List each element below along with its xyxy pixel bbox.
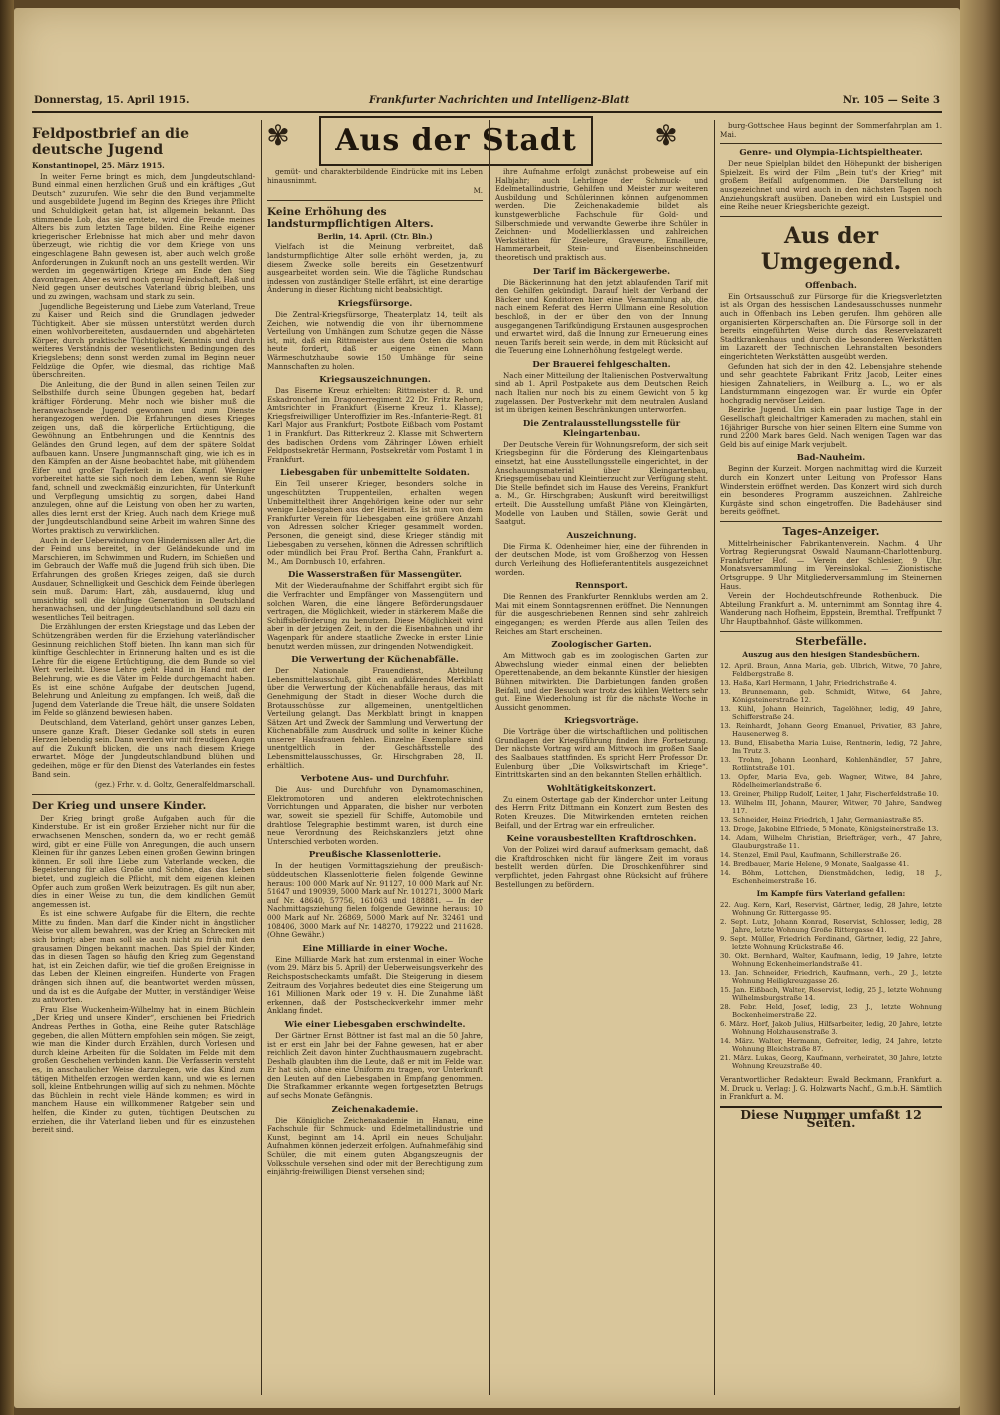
death-entry: 13. Kühl, Johann Heinrich, Tagelöhner, ledig, 49 Jahre, Schifferstraße 24. bbox=[720, 705, 942, 722]
article-paragraph: Der Deutsche Verein für Wohnungsreform, der sich seit Kriegsbeginn für die Förderung des Kleingartenbaus einsetzt, hat eine Ausstellungsstelle eingerichtet, in der Anschauungsmaterial über Kleingartenbau, Kriegsgemüsebau und Kleintierzucht zur Verfügung steht. Die Stelle befindet sich im Hause des Vereins, Frankfurt a. M., Gr. Hirschgraben; Auskunft wird bereitwilligst erteilt. Die Ausstellung umfaßt Pläne von Kleingärten, Modelle von Lauben und Ställen, sowie Gerät und Saatgut. bbox=[495, 439, 708, 527]
death-entry: 13. Haßa, Karl Hermann, 1 Jahr, Friedrichstraße 4. bbox=[720, 679, 897, 688]
article-paragraph: gemüt- und charakterbildende Eindrücke mit ins Leben hinausnimmt. bbox=[267, 168, 483, 185]
death-entry: 12. April. Braun, Anna Maria, geb. Ulbrich, Witwe, 70 Jahre, Feldbergstraße 8. bbox=[720, 662, 942, 679]
fallen-entry: 14. März. Walter, Hermann, Gefreiter, ledig, 24 Jahre, letzte Wohnung Bleichstraße 87. bbox=[720, 1037, 942, 1054]
death-entry: 13. Droge, Jakobine Elfriede, 5 Monate, Königsteinerstraße 13. bbox=[720, 825, 939, 834]
page-count-notice: Diese Nummer umfaßt 12 Seiten. bbox=[720, 1106, 942, 1128]
article-paragraph: Die Zentral-Kriegsfürsorge, Theaterplatz 14, teilt als Zeichen, wie notwendig die von ihr übernommene Verteilung von Umhängen zum Schutze gegen die Nässe ist, mit, daß ein Rittmeister aus dem Osten die schon heute fordert, daß er eigene einen Mann Wärmeschutzhaube sowie 150 Umhänge für seine Mannschaften zu holen. bbox=[267, 309, 483, 371]
article-dateline: Konstantinopel, 25. März 1915. bbox=[32, 161, 165, 170]
sterbe-subheading: Auszug aus den hiesigen Standesbüchern. bbox=[742, 650, 920, 660]
section-title: Aus der Stadt bbox=[319, 116, 593, 166]
article-headline: Die Zentralausstellungsstelle für Kleingartenbau. bbox=[522, 418, 681, 439]
article-headline: Liebesgaben für unbemittelte Soldaten. bbox=[280, 468, 470, 479]
fallen-entry: 9. Sept. Müller, Friedrich Ferdinand, Gärtner, ledig, 22 Jahre, letzte Wohnung Krückstraße 46. bbox=[720, 935, 942, 952]
death-entry: 14. Bredbauer, Marie Helene, 9 Monate, Saalgasse 41. bbox=[720, 860, 910, 869]
fallen-list bbox=[720, 901, 942, 1070]
article-headline: Wie einer Liebesgaben erschwindelte. bbox=[284, 1019, 466, 1030]
newspaper-page bbox=[14, 8, 960, 1408]
death-entry: 13. Trohm, Johann Leonhard, Kohlenhändler, 57 Jahre, Rotlintstraße 101. bbox=[720, 756, 942, 773]
column-4 bbox=[720, 122, 942, 1392]
section-heading-sterbefaelle: Sterbefälle. bbox=[795, 634, 867, 648]
article-paragraph: Gefunden hat sich der in den 42. Lebensjahre stehende und sehr geachtete Fabrikant Fritz Jacob, Leiter eines hiesigen Zahnateliers, in Weilburg a. L., wo er als Landsturmmann eingezogen war. Er wurde ein Opfer hochgradig nervöser Leiden. bbox=[720, 361, 942, 405]
article-paragraph: ihre Aufnahme erfolgt zunächst probeweise auf ein Halbjahr; auch Lehrlinge der Schmuck- und Edelmetallindustrie, Gehilfen und Meister zur weiteren Ausbildung und Schülerinnen können aufgenommen werden. Die Zeichenakademie bildet als kunstgewerbliche Fachschule für Gold- und Silberschmiede und verwandte Gewerbe ihre Schüler in Zeichnen- und Modellierklassen und zahlreichen Werkstätten für Ziseleure, Graveure, Emailleure, Hammerarbeit, Stein- und Eisenbeinschneiden theoretisch und praktisch aus. bbox=[495, 168, 708, 262]
place-heading: Offenbach. bbox=[805, 280, 857, 291]
article-paragraph: Die Königliche Zeichenakademie in Hanau, eine Fachschule für Schmuck- und Edelmetallindustrie und Kunst, beginnt am 14. April ein neues Schuljahr. Aufnahmen können jederzeit erfolgen. Aufnahmefähig sind Schüler, die mit einem guten Abgangszeugnis der Volksschule versehen sind oder mit der Berechtigung zum einjährig-freiwilligen Dienst versehen sind; bbox=[267, 1115, 483, 1177]
article-paragraph: Eine Milliarde Mark hat zum erstenmal in einer Woche (vom 29. März bis 5. April) der Ueberweisungsverkehr des Reichspostscheckamts umfaßt. Die Steigerung in diesem Zeitraum des Vorjahres bedeutet dies eine Steigerung um 161 Millionen Mark oder 19 v. H. Die Zunahme läßt erkennen, daß der Postscheckverkehr immer mehr Anklang findet. bbox=[267, 954, 483, 1016]
masthead-paper-name: Frankfurter Nachrichten und Intelligenz-Blatt bbox=[369, 95, 630, 106]
article-paragraph: Vielfach ist die Meinung verbreitet, daß landsturmpflichtige Alter solle erhöht werden, ja, zu diesem Zwecke solle bereits ein Gesetzentwurf ausgearbeitet worden sein. Wie die Tägliche Rundschau indessen von zuständiger Stelle erfährt, ist eine derartige Änderung in dieser Richtung nicht beabsichtigt. bbox=[267, 242, 483, 295]
article-paragraph: Die Rennen des Frankfurter Rennklubs werden am 2. Mai mit einem Sonntagsrennen eröffnet. Die Nennungen für die ausgeschriebenen Rennen sind sehr zahlreich eingegangen; es werden Pferde aus allen Teilen des Reiches am Start erscheinen. bbox=[495, 592, 708, 636]
article-paragraph: Die Vorträge über die wirtschaftlichen und politischen Grundlagen der Kriegsführung finden ihre Fortsetzung. Der nächste Vortrag wird am Mittwoch im großen Saale des Saalbaues stattfinden. Es spricht Herr Professor Dr. Eulenburg über „Die Volkswirtschaft im Kriege“. Eintrittskarten sind an den bekannten Stellen erhältlich. bbox=[495, 727, 708, 780]
fallen-entry: 15. Jan. Eißbach, Walter, Reservist, ledig, 25 J., letzte Wohnung Wilhelmsburgstraße 14. bbox=[720, 986, 942, 1003]
death-entry: 13. Reinhardt, Johann Georg Emanuel, Privatier, 83 Jahre, Hausenerweg 8. bbox=[720, 722, 942, 739]
article-headline: Preußische Klassenlotterie. bbox=[308, 850, 442, 861]
fallen-entry: 6. März. Horf, Jakob Julius, Hilfsarbeiter, ledig, 20 Jahre, letzte Wohnung Holzhausenstraße 3. bbox=[720, 1020, 942, 1037]
masthead bbox=[24, 92, 944, 110]
death-list bbox=[720, 662, 942, 885]
article-paragraph: Die Anleitung, die der Bund in allen seinen Teilen zur Selbsthilfe durch seine Übungen gegeben hat, bedarf kräftiger Förderung. Mehr noch wie bisher muß die heranwachsende Jugend gewonnen und zum Dienste herangezogen werden. Die Erfahrungen dieses Krieges zeigen uns, daß die körperliche Ertüchtigung, die Gewöhnung an Entbehrungen und die Kenntnis des Geländes den Grund legen, auf dem der spätere Soldat aufbauen kann. Unsere Jungmannschaft ging, wie ich es in den Kämpfen an der Aisne beobachtet habe, mit glühendem Eifer und großer Tapferkeit in den Kampf. Weniger vorbereitet hatte sie sich noch dem Leben, wenn sie Ruhe fand, schnell und zweckmäßig einzurichten, für Unterkunft und Verpflegung umsichtig zu sorgen, dabei Hand anzulegen, ohne auf die Leistung von oben her zu warten, alles dies lernt erst der Krieg. Auch nach dem Kriege muß der Jungdeutschlandbund seine Arbeit im wahren Sinne des Wortes praktisch zu verwirklichen. bbox=[32, 379, 255, 535]
masthead-date: Donnerstag, 15. April 1915. bbox=[34, 95, 190, 106]
article-paragraph: Der neue Spielplan bildet den Höhepunkt der bisherigen Spielzeit. Es wird der Film „Bein tut's der Krieg“ mit großem Beifall aufgenommen. Die Darstellung ist ausgezeichnet und wird auch in den nächsten Tagen noch Anziehungskraft ausüben. Daneben wird ein Lustspiel und eine Reihe neuer Kriegsberichte gezeigt. bbox=[720, 159, 942, 212]
article-headline: Keine Erhöhung des landsturmpflichtigen Alters. bbox=[267, 205, 434, 230]
article-separator bbox=[32, 794, 255, 795]
article-headline: Verbotene Aus- und Durchfuhr. bbox=[300, 774, 450, 785]
column-1 bbox=[32, 122, 255, 1392]
article-signature: M. bbox=[473, 187, 483, 196]
article-paragraph: Am Mittwoch gab es im zoologischen Garten zur Abwechslung wieder einmal einen der beliebten Operettenabende, an dem bekannte Künstler der hiesigen Bühnen mitwirkten. Die Darbietungen fanden großen Beifall, und der Besuch war trotz des kühlen Wetters sehr gut. Eine Wiederholung ist für die nächste Woche in Aussicht genommen. bbox=[495, 651, 708, 712]
article-headline: Auszeichnung. bbox=[566, 530, 637, 541]
fallen-entry: 30. Okt. Bernhard, Walter, Kaufmann, ledig, 19 Jahre, letzte Wohnung Eckenheimerlandstraße 41. bbox=[720, 952, 942, 969]
article-headline: Kriegsfürsorge. bbox=[337, 298, 413, 309]
book-spine bbox=[0, 0, 14, 1415]
death-entry: 13. Bund, Elisabetha Maria Luise, Rentnerin, ledig, 72 Jahre, Im Trutz 3. bbox=[720, 739, 942, 756]
article-headline: Zoologischer Garten. bbox=[551, 640, 652, 651]
column-3 bbox=[495, 168, 708, 1392]
article-separator bbox=[720, 143, 942, 144]
fallen-subheading: Im Kampfe fürs Vaterland gefallen: bbox=[756, 889, 906, 899]
article-headline: Kriegsvorträge. bbox=[564, 716, 639, 727]
article-paragraph: Ein Ortsausschuß zur Fürsorge für die Kriegsverletzten ist als Organ des hessischen Landesausschusses nunmehr auch in Offenbach ins Leben gerufen. Ihm gehören alle organisierten Körperschaften an. Die Fürsorge soll in der bereits eingeführten Weise durch das Reservelazarett Stadtkrankenhaus und durch die besonderen Werkstätten im Lazarett der Technischen Lehranstalten besonders eingerichteten Werkstätten ausgeübt werden. bbox=[720, 291, 942, 361]
article-headline: Keine vorausbestellten Kraftdroschken. bbox=[506, 834, 697, 845]
ornament-right-icon: ✾ bbox=[654, 119, 678, 152]
article-paragraph: Ein Teil unserer Krieger, besonders solche in ungeschützten Truppenteilen, erhalten wegen Unbemitteltheit ihrer Angehörigen keine oder nur sehr wenige Liebesgaben aus der Heimat. Es ist nun von dem Frankfurter Verein für Liebesgaben eine größere Anzahl von Adressen solcher Krieger gesammelt worden. Personen, die geneigt sind, diese Krieger ständig mit Liebesgaben zu versehen, können die Adressen schriftlich oder mündlich bei Frau Prof. Bertha Cahn, Frankfurt a. M., Am Dornbusch 10, erfahren. bbox=[267, 479, 483, 566]
column-divider bbox=[261, 120, 262, 1395]
ornament-left-icon: ✾ bbox=[266, 119, 290, 152]
article-separator bbox=[720, 631, 942, 632]
article-paragraph: Die Aus- und Durchfuhr von Dynamomaschinen, Elektromotoren und anderen elektrotechnischen Vorrichtungen und Apparaten, die bisher nur verboten war, soweit sie speziell für Schiffe, Automobile und drahtlose Telegraphie bestimmt waren, ist durch eine neue Verordnung des Reichskanzlers jetzt ohne Unterschied verboten worden. bbox=[267, 785, 483, 846]
article-paragraph: Der Gärtner Ernst Böttner ist fast mal an die 50 Jahre, ist er erst ein Jahr bei der Fahne gewesen, hat er aber reichlich Zeit davon hinter Zuchthausmauern zugebracht. Deshalb glaubten ihm die Leute, daß er mit im Felde war. Er hat sich, ohne eine Uniform zu tragen, vor Unterkunft den Leuten auf den Liebesgaben in Empfang genommen. Die Strafkammer erkannte wegen fortgesetzten Betrugs auf sechs Monate Gefängnis. bbox=[267, 1030, 483, 1101]
article-paragraph: Jugendliche Begeisterung und Liebe zum Vaterland, Treue zu Kaiser und Reich sind die Grundlagen jedweder Tüchtigkeit. Aber sie müssen unterstützt werden durch einen wohlvorbereiteten, ausdauernden und abgehärteten Körper, durch praktische Tüchtigkeit, Kenntnis und durch weiteres Verständnis der wesentlichsten Bedingungen des Kriegslebens; denn sonst werden zumal im Beginn neuer Feldzüge die Opfer, wie diesmal, das richtige Maß überschreiten. bbox=[32, 301, 255, 380]
article-headline: Wohltätigkeitskonzert. bbox=[546, 783, 657, 794]
death-entry: 13. Greiner, Philipp Rudolf, Leiter, 1 Jahr, Fischerfeldstraße 10. bbox=[720, 790, 939, 799]
death-entry: 14. Böhm, Lottchen, Dienstmädchen, ledig, 18 J., Eschenheimerstraße 16. bbox=[720, 869, 942, 886]
article-paragraph: burg-Gottschee Haus beginnt der Sommerfahrplan am 1. Mai. bbox=[720, 122, 942, 139]
article-paragraph: Frau Else Wuckenheim-Wilhelmy hat in einem Büchlein „Der Krieg und unsere Kinder“, erschienen bei Friedrich Andreas Perthes in Gotha, eine Reihe guter Ratschläge gegeben, die allen Müttern empfohlen sein mögen. Sie zeigt, wie man die Kinder durch Erzählen, durch Vorlesen und durch kleine Arbeiten für die Soldaten im Felde mit dem großen Geschehen verbinden kann. Die Verfasserin versteht es, in anschaulicher Weise darzulegen, wie das Kind zum tätigen Mithelfen erzogen werden kann, und wie es lernen soll, kleine Entbehrungen willig auf sich zu nehmen. Möchte das Büchlein in recht viele Hände kommen; es wird in manchem Hause ein willkommener Ratgeber sein und helfen, die Kinder zu guten, tüchtigen Deutschen zu erziehen, die ihr Vaterland lieben und für es einzustehen bereit sind. bbox=[32, 1004, 255, 1135]
article-headline: Der Krieg und unsere Kinder. bbox=[32, 799, 207, 812]
article-headline: Zeichenakademie. bbox=[331, 1104, 419, 1115]
column-2 bbox=[267, 168, 483, 1392]
article-headline: Eine Milliarde in einer Woche. bbox=[302, 943, 448, 954]
article-paragraph: Nach einer Mitteilung der Italienischen Postverwaltung sind ab 1. April Postpakete aus dem Deutschen Reich nach Italien nur noch bis zu einem Gewicht von 5 kg zugelassen. Der Postverkehr mit dem neutralen Ausland ist im übrigen keinen Beschränkungen unterworfen. bbox=[495, 370, 708, 415]
article-paragraph: Das Eiserne Kreuz erhielten: Rittmeister d. R. und Eskadronchef im Dragonerregiment 22 Dr. Fritz Rehorn, Amtsrichter in Frankfurt (Eiserne Kreuz 1. Klasse); Kriegsfreiwilliger Unteroffizier im Res.-Infanterie-Regt. 81 Karl Major aus Frankfurt; Postbote Eißbach vom Postamt 1 in Frankfurt. Das Ritterkreuz 2. Klasse mit Schwertern des badischen Ordens vom Zähringer Löwen erhielt Feldpostsekretär Hermann, Postsekretär vom Postamt 1 in Frankfurt. bbox=[267, 386, 483, 464]
death-entry: 13. Opfer, Maria Eva, geb. Wagner, Witwe, 84 Jahre, Rödelheimerlandstraße 6. bbox=[720, 773, 942, 790]
article-paragraph: Die Firma K. Odenheimer hier, eine der führenden in der deutschen Mode, ist vom Großherzog von Hessen durch Verleihung des Hoflieferantentitels ausgezeichnet worden. bbox=[495, 541, 708, 577]
article-paragraph: In der heutigen Vormittagsziehung der preußisch-süddeutschen Klassenlotterie fielen folgende Gewinne heraus: 100 000 Mark auf Nr. 91127, 10 000 Mark auf Nr. 51647 und 190939, 5000 Mark auf Nr. 101271, 3000 Mark auf Nr. 48640, 57756, 161063 und 188881. — In der Nachmittagsziehung fielen folgende Gewinne heraus: 10 000 Mark auf Nr. 26869, 5000 Mark auf Nr. 32461 und 108406, 3000 Mark auf Nr. 148270, 179222 und 211628. (Ohne Gewähr.) bbox=[267, 861, 483, 940]
fallen-entry: 21. März. Lukas, Georg, Kaufmann, verheiratet, 30 Jahre, letzte Wohnung Kreuzstraße 40. bbox=[720, 1054, 942, 1071]
article-paragraph: Der Nationale Frauendienst, Abteilung Lebensmittelausschuß, gibt ein aufklärendes Merkblatt über die Verwertung der Küchenabfälle heraus, das mit Genehmigung der Stadt in dieser Woche durch die Brotausschüsse zur allgemeinen, unentgeltlichen Verteilung gelangt. Das Merkblatt bringt in knappen Sätzen Art und Zweck der Sammlung und Verwertung der Küchenabfälle zum Ausdruck und sollte in keiner Küche unserer Hausfrauen fehlen. Einzelne Exemplare sind unentgeltlich in der Geschäftsstelle des Lebensmittelausschusses, Gr. Hirschgraben 28, II. erhältlich. bbox=[267, 666, 483, 770]
fallen-entry: 28. Febr. Held, Josef, ledig, 23 J., letzte Wohnung Bockenheimerstraße 22. bbox=[720, 1003, 942, 1020]
article-dateline: Berlin, 14. April. (Ctr. Bln.) bbox=[317, 231, 433, 241]
article-headline: Genre- und Olympia-Lichtspieltheater. bbox=[739, 148, 923, 159]
death-entry: 13. Brunnemann, geb. Schmidt, Witwe, 64 Jahre, Königsteinerstraße 12. bbox=[720, 688, 942, 705]
article-paragraph: Zu einem Ostertage gab der Kinderchor unter Leitung des Herrn Fritz Dittmann ein Konzert zum Besten des Roten Kreuzes. Die Mitwirkenden ernteten reichen Beifall, und der Ertrag war ein erfreulicher. bbox=[495, 794, 708, 830]
death-entry: 13. Schneider, Heinz Friedrich, 1 Jahr, Germaniastraße 85. bbox=[720, 816, 924, 825]
article-paragraph: Beginn der Kurzeit. Morgen nachmittag wird die Kurzeit durch ein Konzert unter Leitung von Professor Hans Winderstein eröffnet werden. Das Konzert wird sich durch ein besonderes Programm auszeichnen. Zahlreiche Kurgäste sind schon eingetroffen. Die Badehäuser sind bereits geöffnet. bbox=[720, 464, 942, 517]
article-paragraph: Bezirke Jugend. Um sich ein paar lustige Tage in der Gesellschaft gleichaltriger Kameraden zu machen, stahl ein 16jähriger Bursche von hier seinen Eltern eine Summe von rund 2200 Mark bares Geld. Nach wenigen Tagen war das Geld bis auf einige Mark verjubelt. bbox=[720, 405, 942, 449]
imprint: Verantwortlicher Redakteur: Ewald Beckmann, Frankfurt a. M. Druck u. Verlag: J. G. Holzwarts Nachf., G.m.b.H. Sämtlich in Frankfurt a. M. bbox=[720, 1076, 942, 1102]
article-headline: Der Brauerei fehlgeschalten. bbox=[532, 359, 671, 370]
article-headline: Rennsport. bbox=[575, 581, 628, 592]
article-paragraph: Von der Polizei wird darauf aufmerksam gemacht, daß die Kraftdroschken nicht für längere Zeit im voraus bestellt werden dürfen. Die Droschkenführer sind verpflichtet, jeden Fahrgast ohne Rücksicht auf frühere Bestellungen zu befördern. bbox=[495, 845, 708, 889]
death-entry: 14. Adam, Wilhelm Christian, Briefträger, verh., 47 Jahre, Glauburgstraße 11. bbox=[720, 834, 942, 851]
article-headline: Kriegsauszeichnungen. bbox=[319, 375, 431, 386]
article-paragraph: Verein der Hochdeutschfreunde Rothenbuck. Die Abteilung Frankfurt a. M. unternimmt am Sonntag ihre 4. Wanderung nach Hofheim, Eppstein, Bremthal. Treffpunkt 7 Uhr Hauptbahnhof. Gäste willkommen. bbox=[720, 591, 942, 626]
article-headline: Der Tarif im Bäckergewerbe. bbox=[532, 266, 671, 277]
article-paragraph: Es ist eine schwere Aufgabe für die Eltern, die rechte Mitte zu finden. Man darf die Kinder nicht in ängstlicher Weise vor allem bewahren, was der Krieg an Schrecken mit sich bringt; aber man soll sie auch nicht zu früh mit den grausamen Dingen bekannt machen. Das Spiel der Kinder, das in diesen Tagen so häufig den Krieg zum Gegenstand hat, ist ein Zeichen dafür, wie tief die großen Ereignisse in das Leben der Kleinen eingreifen. Hunderte von Fragen drängen sich ihnen auf, die beantwortet werden müssen, und da ist es die Aufgabe der Mutter, in verständiger Weise zu antworten. bbox=[32, 909, 255, 1005]
article-paragraph: In weiter Ferne bringt es mich, dem Jungdeutschland-Bund einmal einen herzlichen Gruß und ein kräftiges „Gut Deutsch“ zuzurufen. Wie sehr die den Bund verjammelte und ausgebildete Jugend im Beginn des Krieges ihre Pflicht und Schuldigkeit getan hat, ist allgemein bekannt. Das stimmende Lob, das sie erntete, wird die Freude meines Alters bis zum letzten Tage bilden. Eine Reihe eigener kriegerischer Erlebnisse hat mich aber und mehr davon überzeugt, wie richtig die vor dem Kriege von uns eingeschlagene Bahn gewesen ist, aber auch welch große Anforderungen in Zukunft noch an uns gestellt werden. Wir werden im gegenwärtigen Kriege am Ende den Sieg davontragen. Aber es wird noch genug Feindschaft, Haß und Neid gegen unser deutsches Vaterland übrig bleiben, uns und zu zwingen, wachsam und stark zu sein. bbox=[32, 171, 255, 301]
article-headline: Die Wasserstraßen für Massengüter. bbox=[288, 570, 462, 581]
article-paragraph: Die Bäckerinnung hat den jetzt ablaufenden Tarif mit den Gehilfen gekündigt. Darauf hielt der Verband der Bäcker und Konditoren hier eine Versammlung ab, die nach einem Referat des Herrn Ullmann eine Resolution beschloß, in der er über den von der Innung ausgegangenen Tarifkündigung Erstaunen ausgesprochen und erwartet wird, daß die Innung zur Erneuerung eines neuen Tarifs bereit sein werde, in dem mit Rücksicht auf die Teuerung eine Lohnerhöhung festgelegt werde. bbox=[495, 277, 708, 356]
fallen-entry: 13. Jan. Schneider, Friedrich, Kaufmann, verh., 29 J., letzte Wohnung Heiligkreuzgasse 26. bbox=[720, 969, 942, 986]
masthead-rule bbox=[32, 111, 942, 113]
article-paragraph: Mit der Wiederaufnahme der Schiffahrt ergibt sich für die Verfrachter und Empfänger von Massengütern und solchen Waren, die eine längere Beförderungsdauer vertragen, die Möglichkeit, wieder in stärkerem Maße die Schiffsbeförderung zu benutzen. Diese Möglichkeit wird aber in der jetzigen Zeit, in der die Eisenbahnen und ihr Wagenpark für andere staatliche Zwecke in erster Linie benutzt werden müssen, zur dringenden Notwendigkeit. bbox=[267, 581, 483, 651]
death-entry: 14. Stenzel, Emil Paul, Kaufmann, Schillerstraße 26. bbox=[720, 851, 902, 860]
article-paragraph: Auch in der Ueberwindung von Hindernissen aller Art, die der Feind uns bereitet, in der Geländekunde und im Marschieren, im Schwimmen und Rudern, im Schießen und im Gebrauch der Waffe muß die Jugend früh sich üben. Die Erfahrungen des großen Krieges zeigen, daß sie durch Ausdauer, Schnelligkeit und Geschick dem Feinde überlegen sein muß. Darum: Hart, zäh, ausdauernd, klug und umsichtig soll die künftige Generation in Deutschland heranwachsen, und der Jungdeutschlandbund soll dazu ein wesentliches Teil beitragen. bbox=[32, 535, 255, 622]
fallen-entry: 22. Aug. Kern, Karl, Reservist, Gärtner, ledig, 28 Jahre, letzte Wohnung Gr. Rittergasse 95. bbox=[720, 901, 942, 918]
article-paragraph: Die Erzählungen der ersten Kriegstage und das Leben der Schützengräben werden für die Erziehung vaterländischer Gesinnung reichlichen Stoff bieten. Ihn kann man sich für künftige Geschlechter in Erinnerung halten und es ist die Lehre für die eigene Ertüchtigung, die dem Bunde so viel Wert verleiht. Diese Lehre geht Hand in Hand mit der Belehrung, wie es die Väter im Felde durchgemacht haben. Es ist eine schöne Aufgabe der deutschen Jugend, Belehrung und Anleitung zu empfangen. Ich weiß, daß die Jugend dem Vaterlande die Treue hält, die unsere Soldaten im Felde so glänzend bewiesen haben. bbox=[32, 622, 255, 718]
section-heading-tages-anzeiger: Tages-Anzeiger. bbox=[782, 525, 880, 538]
article-paragraph: Mittelrheinischer Fabrikantenverein. Nachm. 4 Uhr Vortrag Regierungsrat Oswald Naumann-Charlottenburg. Frankfurter Hof. — Verein der Schlesier, 9 Uhr. Monatsversammlung im Vereinslokal. — Zionistische Ortsgruppe. 9 Uhr Mitgliederversammlung im Steinernen Haus. bbox=[720, 538, 942, 591]
place-heading: Bad-Nauheim. bbox=[796, 453, 866, 464]
article-separator bbox=[720, 521, 942, 522]
article-headline: Die Verwertung der Küchenabfälle. bbox=[291, 655, 459, 666]
article-paragraph: Deutschland, dem Vaterland, gehört unser ganzes Leben, unsere ganze Kraft. Dieser Gedanke soll stets in euren Herzen lebendig sein. Dann werden wir mit freudigen Augen auf die Zukunft blicken, die uns nach diesem Kriege erwartet. Möge der Jungdeutschlandbund blühen und gedeihen, möge er für den Dienst des Vaterlandes ein festes Band sein. bbox=[32, 718, 255, 779]
masthead-page-number: Nr. 105 — Seite 3 bbox=[842, 95, 940, 106]
section-heading-umgegend: Aus der Umgegend. bbox=[760, 222, 902, 275]
fallen-entry: 2. Sept. Lutz, Johann Konrad, Reservist, Schlosser, ledig, 28 Jahre, letzte Wohnung Große Rittergasse 41. bbox=[720, 918, 942, 935]
article-separator bbox=[267, 200, 483, 201]
death-entry: 13. Wilhelm III, Johann, Maurer, Witwer, 70 Jahre, Sandweg 117. bbox=[720, 799, 942, 816]
article-separator bbox=[720, 216, 942, 217]
column-divider bbox=[489, 120, 490, 1395]
article-headline: Feldpostbrief an die deutsche Jugend bbox=[32, 126, 190, 158]
article-paragraph: Der Krieg bringt große Aufgaben auch für die Kinderstube. Er ist ein großer Erzieher nicht nur für die erwachsenen Menschen, sondern da, wo er recht gemäß wird, gibt er eine Fülle von Anregungen, die auch unsern Kleinen für ihr ganzes Leben einen großen Gewinn bringen können. Er soll ihre Liebe zum Vaterlande wecken, die Begeisterung für alles Große und Schöne, das das Leben bietet, und zugleich die Pflicht, mit dem eigenen kleinen Opfer auch zum großen Werk beizutragen. Es gilt nun aber, dies in einer Weise zu tun, die dem kindlichen Gemüt angemessen ist. bbox=[32, 813, 255, 909]
page-edge bbox=[960, 0, 1000, 1415]
column-divider bbox=[714, 120, 715, 1395]
article-signature: (gez.) Frhr. v. d. Goltz, Generalfeldmarschall. bbox=[94, 781, 255, 790]
